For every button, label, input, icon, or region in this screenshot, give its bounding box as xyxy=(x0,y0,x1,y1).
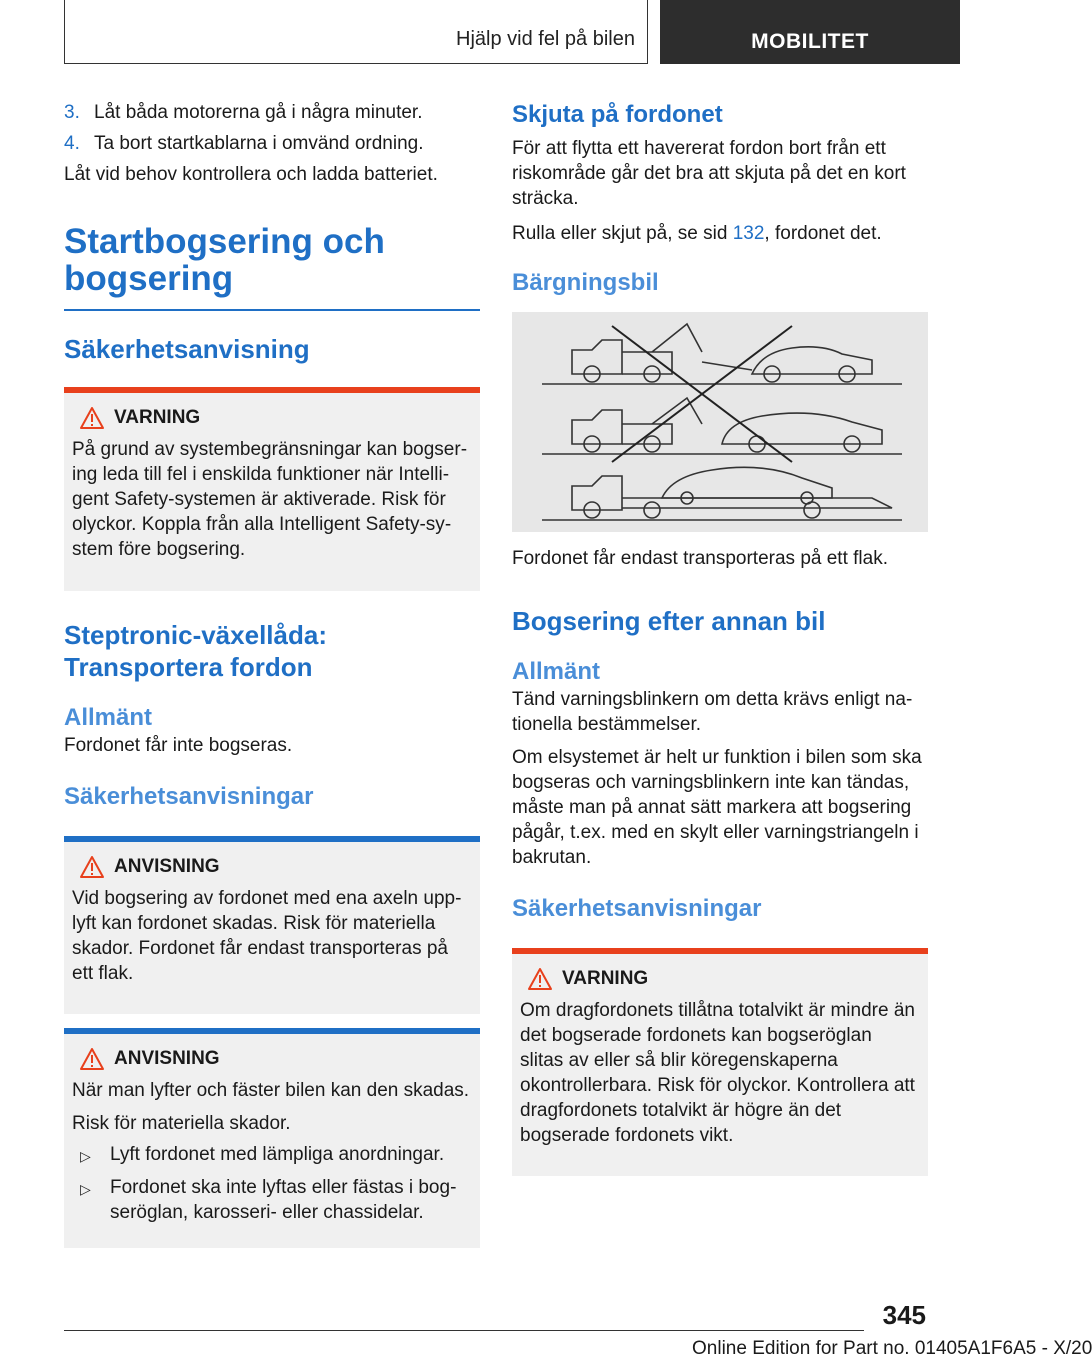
general-heading: Allmänt xyxy=(64,704,153,731)
warning-text: På grund av systembegränsningar kan bogsering leda till fel i enskilda funktioner när Intelligent Safety-systemen är aktiverade. Risk för olyckor. Koppla från alla Intelligent Safety-system före bogsering. xyxy=(72,439,468,560)
warning-title: VARNING xyxy=(114,407,201,428)
footer-edition: Online Edition for Part no. 01405A1F6A5 - X/20 xyxy=(692,1338,1092,1359)
tow-heading: Bogsering efter annan bil xyxy=(512,606,826,636)
left-column xyxy=(64,100,480,1248)
footer-rule xyxy=(64,1330,864,1331)
figure-caption: Fordonet får endast transporteras på ett flak. xyxy=(512,548,888,569)
step-text: Låt båda motorerna gå i några minuter. xyxy=(94,102,423,123)
step-number: 3. xyxy=(64,102,80,123)
bullet-triangle-icon: ▷ xyxy=(80,1148,91,1164)
push-ref-before: Rulla eller skjut på, se sid xyxy=(512,223,733,244)
after-steps-text: Låt vid behov kontrollera och ladda batteriet. xyxy=(64,164,438,185)
notice-text-2: Risk för materiella skador. xyxy=(72,1113,291,1134)
notice-text: Vid bogsering av fordonet med ena axeln upplyft kan fordonet skadas. Risk för materiella skador. Fordonet får endast transporteras på ett flak. xyxy=(72,888,462,984)
step-4 xyxy=(64,131,480,156)
step-number: 4. xyxy=(64,133,80,154)
notice-box-2 xyxy=(64,1034,480,1248)
header-chapter-tab: MOBILITET xyxy=(660,0,960,64)
notice-title: ANVISNING xyxy=(114,856,220,877)
header-section-title: Hjälp vid fel på bilen xyxy=(456,28,635,50)
push-reference xyxy=(512,221,928,246)
section-title: Startbogsering och bogsering xyxy=(64,222,385,298)
warning-title-row xyxy=(520,968,920,990)
list-item-text: Lyft fordonet med lämpliga anordningar. xyxy=(110,1144,445,1165)
warning-triangle-icon xyxy=(80,856,104,878)
steptronic-heading: Steptronic-växellåda: Transportera fordon xyxy=(64,620,327,682)
notice-title-row xyxy=(72,1048,472,1070)
notice-text-1: När man lyfter och fäster bilen kan den skadas. xyxy=(72,1080,470,1101)
page-number: 345 xyxy=(882,1300,926,1330)
warning-triangle-icon xyxy=(80,1048,104,1070)
general-heading: Allmänt xyxy=(512,658,601,685)
towing-illustration xyxy=(512,312,928,532)
list-item xyxy=(72,1175,472,1225)
push-ref-after: , fordonet det. xyxy=(764,223,882,244)
list-item-text: Fordonet ska inte lyftas eller fästas i bogseröglan, karosseri- eller chassidelar. xyxy=(110,1177,457,1223)
warning-box xyxy=(64,393,480,591)
step-3 xyxy=(64,100,480,125)
warning-box-2 xyxy=(512,954,928,1176)
tow-truck-heading: Bärgningsbil xyxy=(512,269,659,296)
notice-box xyxy=(64,842,480,1014)
push-heading: Skjuta på fordonet xyxy=(512,101,723,128)
right-column xyxy=(512,100,928,1176)
safety-heading: Säkerhetsanvisning xyxy=(64,334,310,364)
notice-title-row xyxy=(72,856,472,878)
general-text-1: Tänd varningsblinkern om detta krävs enligt nationella bestämmelser. xyxy=(512,689,913,735)
general-text: Fordonet får inte bogseras. xyxy=(64,735,293,756)
warning-title-row xyxy=(72,407,472,429)
general-text-2: Om elsystemet är helt ur funktion i bilen som ska bogseras och varningsblinkern inte kan tändas, måste man på annat sätt markera att bogsering pågår, t.ex. med en skylt eller varningstriangeln i bakrutan. xyxy=(512,747,922,868)
step-text: Ta bort startkablarna i omvänd ordning. xyxy=(94,133,424,154)
warning-text: Om dragfordonets tillåtna totalvikt är mindre än det bogserade fordonets kan bogseröglan slitas av eller så blir köregenskaperna okontrollerbara. Risk för olyckor. Kontrollera att dragfordonets totalvikt är högre än det bogserade fordonets vikt. xyxy=(520,1000,915,1146)
bullet-triangle-icon: ▷ xyxy=(80,1181,91,1197)
page-link[interactable]: 132 xyxy=(732,223,765,244)
tow-truck-diagram-icon xyxy=(512,312,928,532)
warning-triangle-icon xyxy=(80,407,104,429)
safety-instructions-heading: Säkerhetsanvisningar xyxy=(64,783,314,810)
warning-title: VARNING xyxy=(562,968,649,989)
safety-instructions-heading: Säkerhetsanvisningar xyxy=(512,895,762,922)
list-item xyxy=(72,1142,472,1169)
warning-triangle-icon xyxy=(528,968,552,990)
push-text: För att flytta ett havererat fordon bort från ett riskområde går det bra att skjuta på det en kort sträcka. xyxy=(512,138,906,209)
notice-title: ANVISNING xyxy=(114,1048,220,1069)
